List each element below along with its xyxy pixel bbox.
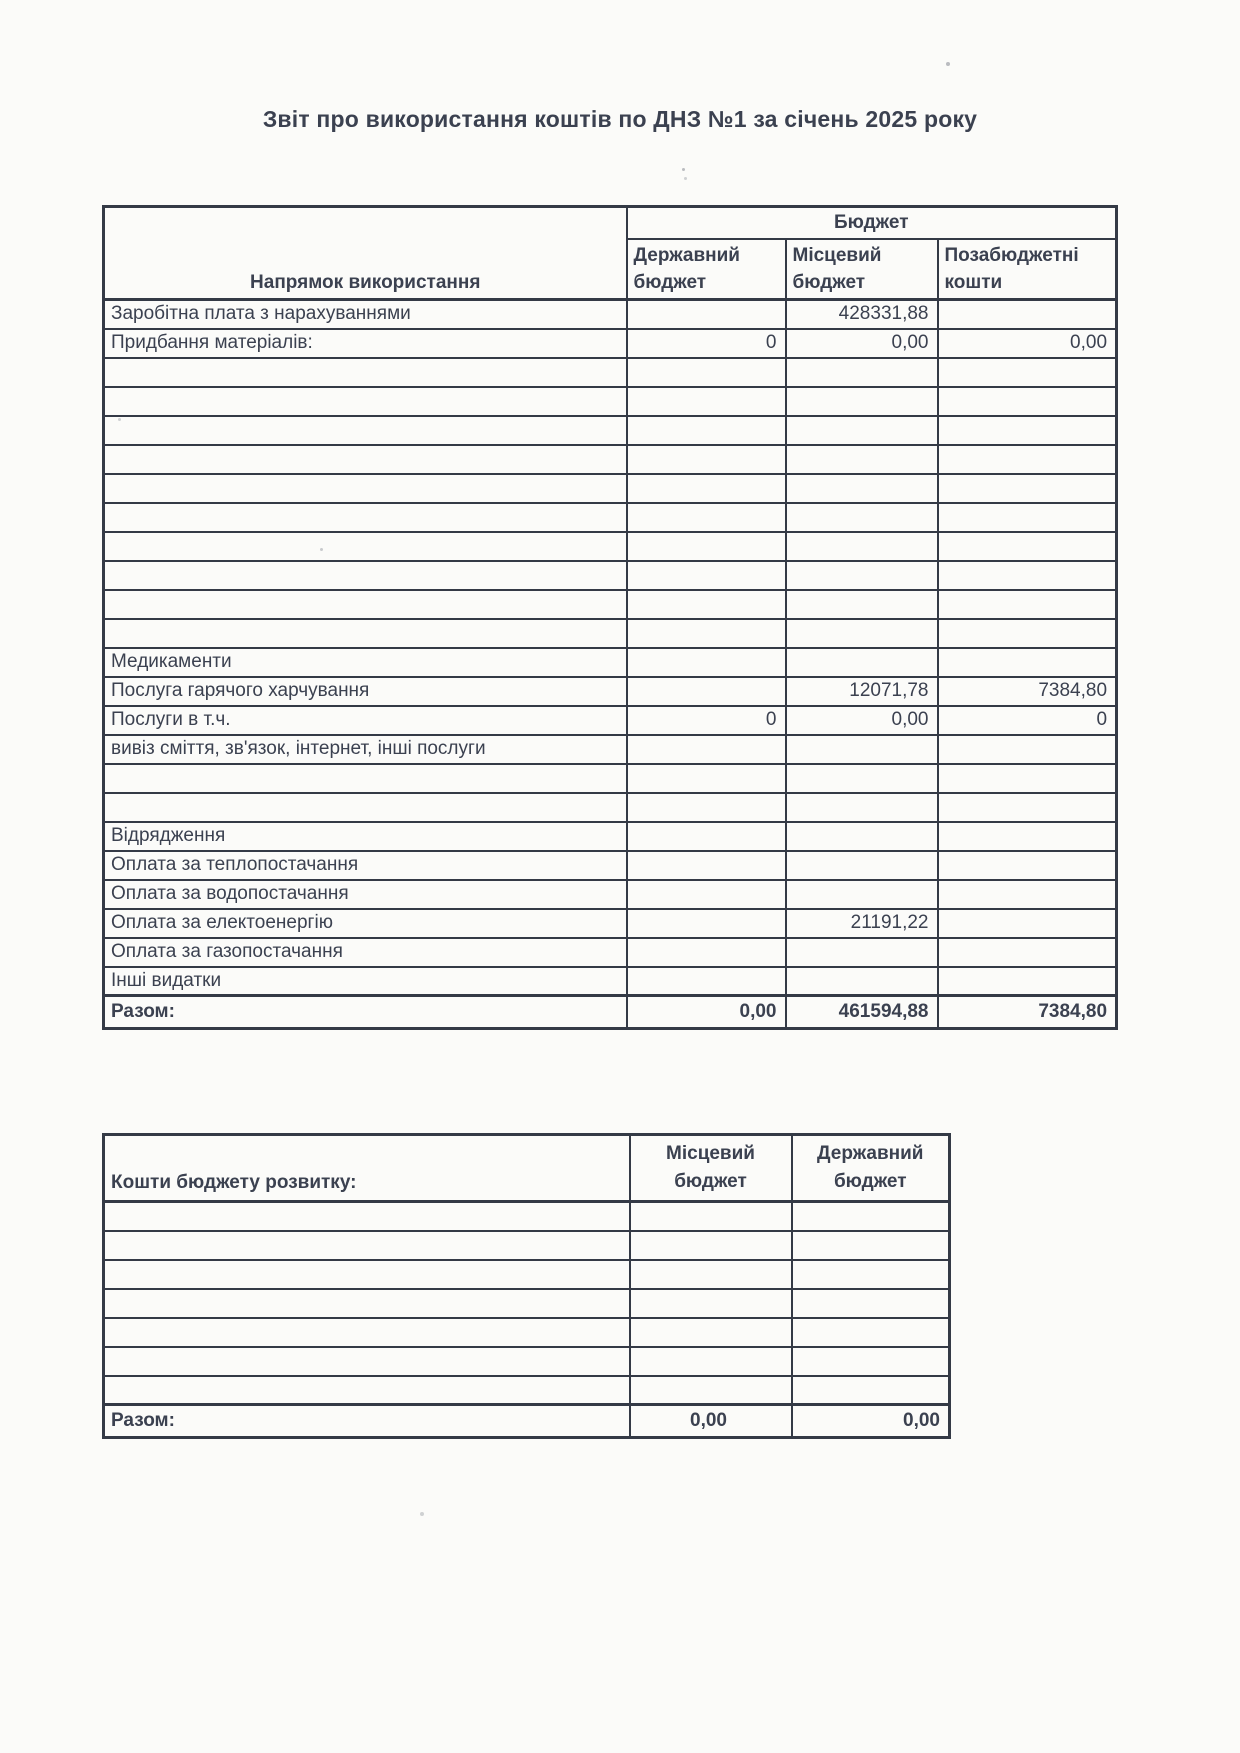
table-row xyxy=(104,1289,950,1318)
row-label-cell xyxy=(104,358,627,387)
scan-speck xyxy=(320,548,323,551)
table-row xyxy=(104,561,1117,590)
development-table-body xyxy=(104,1202,950,1405)
row-label-cell xyxy=(104,1347,630,1376)
row-local-value-cell xyxy=(786,445,938,474)
row-label-cell xyxy=(104,387,627,416)
row-local-value-cell xyxy=(786,648,938,677)
row-local-value-cell xyxy=(786,561,938,590)
row-label-cell xyxy=(104,532,627,561)
table-row xyxy=(104,764,1117,793)
row-local-value-cell: 0,00 xyxy=(786,706,938,735)
table-row xyxy=(104,735,1117,764)
table-row xyxy=(104,909,1117,938)
table-row xyxy=(104,503,1117,532)
row-local-value-cell xyxy=(786,358,938,387)
row-state-value-cell xyxy=(627,445,786,474)
row-extra-value-cell xyxy=(938,416,1117,445)
row-state-value-cell xyxy=(627,793,786,822)
row-label-cell xyxy=(104,445,627,474)
row-local-value-cell xyxy=(630,1347,792,1376)
row-label-cell xyxy=(104,1231,630,1260)
row-extra-value-cell: 0 xyxy=(938,706,1117,735)
row-label-cell: Послуги в т.ч. xyxy=(104,706,627,735)
row-extra-value-cell xyxy=(938,909,1117,938)
row-local-value-cell: 12071,78 xyxy=(786,677,938,706)
row-label-cell: Відрядження xyxy=(104,822,627,851)
row-local-value-cell xyxy=(786,735,938,764)
row-local-value-cell xyxy=(786,880,938,909)
row-label-cell xyxy=(104,416,627,445)
row-state-value-cell xyxy=(792,1376,950,1405)
table-row xyxy=(104,1347,950,1376)
row-state-value-cell xyxy=(627,938,786,967)
table-row xyxy=(104,706,1117,735)
row-state-value-cell xyxy=(792,1347,950,1376)
table-row xyxy=(104,967,1117,996)
row-local-value-cell xyxy=(630,1318,792,1347)
row-local-value-cell xyxy=(786,851,938,880)
development-funds-label: Кошти бюджету розвитку: xyxy=(104,1135,630,1202)
row-state-value-cell xyxy=(792,1318,950,1347)
total-local-value: 461594,88 xyxy=(786,996,938,1029)
table-row xyxy=(104,387,1117,416)
row-label-cell: Заробітна плата з нарахуваннями xyxy=(104,300,627,329)
row-label-cell: вивіз сміття, зв'язок, інтернет, інші послуги xyxy=(104,735,627,764)
row-local-value-cell xyxy=(630,1376,792,1405)
row-state-value-cell xyxy=(627,967,786,996)
table-row xyxy=(104,329,1117,358)
row-extra-value-cell xyxy=(938,764,1117,793)
row-local-value-cell xyxy=(786,619,938,648)
table-row xyxy=(104,590,1117,619)
scan-speck xyxy=(420,1512,424,1516)
row-local-value-cell: 428331,88 xyxy=(786,300,938,329)
table-row xyxy=(104,851,1117,880)
total-row xyxy=(104,996,1117,1029)
row-extra-value-cell xyxy=(938,619,1117,648)
row-extra-value-cell xyxy=(938,358,1117,387)
row-label-cell: Оплата за теплопостачання xyxy=(104,851,627,880)
row-state-value-cell xyxy=(792,1260,950,1289)
table-row xyxy=(104,677,1117,706)
row-state-value-cell xyxy=(627,619,786,648)
column-header-state-budget-2: Державний бюджет xyxy=(792,1135,950,1202)
row-label-cell xyxy=(104,764,627,793)
row-state-value-cell xyxy=(627,503,786,532)
development-table-header xyxy=(104,1135,950,1202)
row-local-value-cell xyxy=(786,590,938,619)
row-state-value-cell xyxy=(627,387,786,416)
row-label-cell: Оплата за електоенергію xyxy=(104,909,627,938)
row-local-value-cell xyxy=(786,793,938,822)
usage-table-header xyxy=(104,207,1117,300)
row-state-value-cell xyxy=(627,880,786,909)
row-local-value-cell: 21191,22 xyxy=(786,909,938,938)
table-row xyxy=(104,793,1117,822)
row-state-value-cell xyxy=(792,1231,950,1260)
row-extra-value-cell: 0,00 xyxy=(938,329,1117,358)
row-label-cell: Оплата за газопостачання xyxy=(104,938,627,967)
row-label-cell xyxy=(104,474,627,503)
usage-table xyxy=(102,205,1118,1030)
row-label-cell xyxy=(104,590,627,619)
total-label-2: Разом: xyxy=(104,1405,630,1438)
table-row xyxy=(104,619,1117,648)
row-state-value-cell xyxy=(627,561,786,590)
row-label-cell: Послуга гарячого харчування xyxy=(104,677,627,706)
row-label-cell xyxy=(104,561,627,590)
row-local-value-cell xyxy=(786,967,938,996)
row-local-value-cell xyxy=(786,822,938,851)
column-header-budget-group: Бюджет xyxy=(627,207,1117,239)
row-state-value-cell xyxy=(627,909,786,938)
row-local-value-cell xyxy=(786,532,938,561)
row-state-value-cell xyxy=(627,416,786,445)
row-state-value-cell xyxy=(627,590,786,619)
scan-speck xyxy=(946,62,950,66)
row-label-cell xyxy=(104,619,627,648)
row-extra-value-cell xyxy=(938,503,1117,532)
row-local-value-cell xyxy=(786,387,938,416)
row-extra-value-cell xyxy=(938,822,1117,851)
total-state-value-2: 0,00 xyxy=(792,1405,950,1438)
usage-table-footer xyxy=(104,996,1117,1029)
row-local-value-cell xyxy=(786,416,938,445)
row-label-cell: Придбання матеріалів: xyxy=(104,329,627,358)
table-row xyxy=(104,474,1117,503)
row-local-value-cell xyxy=(786,764,938,793)
table-row xyxy=(104,648,1117,677)
row-extra-value-cell xyxy=(938,561,1117,590)
development-budget-table xyxy=(102,1133,951,1439)
row-label-cell: Оплата за водопостачання xyxy=(104,880,627,909)
column-header-direction: Напрямок використання xyxy=(104,207,627,300)
row-label-cell: Інші видатки xyxy=(104,967,627,996)
table-row xyxy=(104,445,1117,474)
scan-speck xyxy=(118,418,121,421)
row-extra-value-cell xyxy=(938,967,1117,996)
table-row xyxy=(104,1260,950,1289)
row-local-value-cell xyxy=(786,938,938,967)
row-extra-value-cell xyxy=(938,793,1117,822)
total-local-value-2: 0,00 xyxy=(630,1405,792,1438)
row-extra-value-cell xyxy=(938,851,1117,880)
row-state-value-cell xyxy=(792,1202,950,1231)
table-row xyxy=(104,880,1117,909)
row-state-value-cell xyxy=(792,1289,950,1318)
row-state-value-cell xyxy=(627,358,786,387)
scan-speck xyxy=(684,177,687,180)
row-extra-value-cell xyxy=(938,474,1117,503)
column-header-local-budget: Місцевий бюджет xyxy=(786,239,938,300)
total-extra-value: 7384,80 xyxy=(938,996,1117,1029)
row-state-value-cell xyxy=(627,532,786,561)
row-label-cell xyxy=(104,1289,630,1318)
row-extra-value-cell xyxy=(938,735,1117,764)
row-state-value-cell: 0 xyxy=(627,706,786,735)
total-label: Разом: xyxy=(104,996,627,1029)
row-extra-value-cell xyxy=(938,532,1117,561)
total-state-value: 0,00 xyxy=(627,996,786,1029)
row-label-cell: Медикаменти xyxy=(104,648,627,677)
row-state-value-cell xyxy=(627,735,786,764)
column-header-local-budget-2: Місцевий бюджет xyxy=(630,1135,792,1202)
row-local-value-cell xyxy=(786,503,938,532)
row-local-value-cell xyxy=(786,474,938,503)
table-row xyxy=(104,938,1117,967)
table-row xyxy=(104,300,1117,329)
row-extra-value-cell xyxy=(938,938,1117,967)
row-local-value-cell xyxy=(630,1260,792,1289)
total-row xyxy=(104,1405,950,1438)
row-label-cell xyxy=(104,503,627,532)
table-row xyxy=(104,822,1117,851)
page-title: Звіт про використання коштів по ДНЗ №1 за січень 2025 року xyxy=(262,106,978,132)
development-table-footer xyxy=(104,1405,950,1438)
row-extra-value-cell xyxy=(938,590,1117,619)
row-label-cell xyxy=(104,1318,630,1347)
row-state-value-cell xyxy=(627,764,786,793)
usage-table-body xyxy=(104,300,1117,996)
table-row xyxy=(104,1202,950,1231)
row-local-value-cell xyxy=(630,1202,792,1231)
row-extra-value-cell: 7384,80 xyxy=(938,677,1117,706)
row-state-value-cell xyxy=(627,851,786,880)
row-label-cell xyxy=(104,1376,630,1405)
table-row xyxy=(104,1318,950,1347)
row-extra-value-cell xyxy=(938,880,1117,909)
row-extra-value-cell xyxy=(938,445,1117,474)
scan-speck xyxy=(682,168,685,171)
table-row xyxy=(104,1231,950,1260)
table-row xyxy=(104,1376,950,1405)
row-local-value-cell xyxy=(630,1289,792,1318)
column-header-extra-budget: Позабюджетні кошти xyxy=(938,239,1117,300)
row-state-value-cell xyxy=(627,648,786,677)
row-local-value-cell xyxy=(630,1231,792,1260)
table-row xyxy=(104,416,1117,445)
table-row xyxy=(104,358,1117,387)
row-state-value-cell xyxy=(627,300,786,329)
row-state-value-cell xyxy=(627,474,786,503)
row-local-value-cell: 0,00 xyxy=(786,329,938,358)
row-state-value-cell: 0 xyxy=(627,329,786,358)
row-label-cell xyxy=(104,793,627,822)
table-row xyxy=(104,532,1117,561)
row-state-value-cell xyxy=(627,822,786,851)
row-extra-value-cell xyxy=(938,300,1117,329)
row-label-cell xyxy=(104,1260,630,1289)
row-extra-value-cell xyxy=(938,387,1117,416)
row-extra-value-cell xyxy=(938,648,1117,677)
row-state-value-cell xyxy=(627,677,786,706)
column-header-state-budget: Державний бюджет xyxy=(627,239,786,300)
row-label-cell xyxy=(104,1202,630,1231)
